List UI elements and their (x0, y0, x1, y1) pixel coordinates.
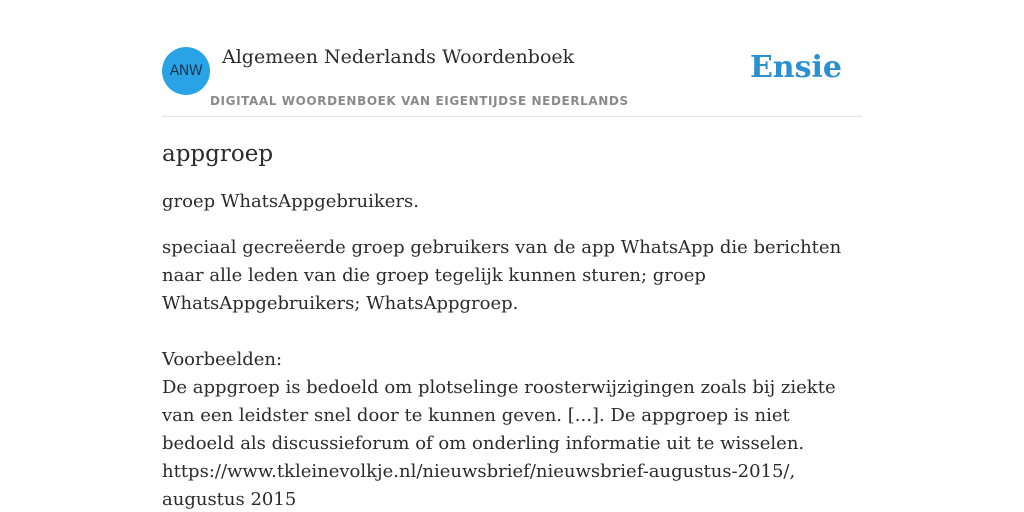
example-source-link[interactable]: https://www.tkleinevolkje.nl/nieuwsbrief/nieuwsbrief-augustus-2015/ (162, 461, 790, 482)
example-source-date: , augustus 2015 (162, 461, 796, 510)
example-source (162, 458, 862, 512)
anw-logo[interactable]: ANW (162, 47, 210, 95)
entry-content (162, 136, 862, 512)
examples-section (162, 346, 862, 512)
header (162, 40, 862, 117)
example-text: De appgroep is bedoeld om plotselinge roosterwijzigingen zoals bij ziekte van een leidster snel door te kunnen geven. [...]. De appgroep is niet bedoeld als discussieforum of om onderling informatie uit te wisselen. (162, 377, 836, 454)
long-definition: speciaal gecreëerde groep gebruikers van de app WhatsApp die berichten naar alle leden van die groep tegelijk kunnen sturen; groep WhatsAppgebruikers; WhatsAppgroep. (162, 237, 842, 314)
entry-word: appgroep (162, 141, 274, 167)
short-definition: groep WhatsAppgebruikers. (162, 191, 419, 212)
source-title[interactable]: Algemeen Nederlands Woordenboek (222, 46, 575, 68)
examples-label: Voorbeelden: (162, 349, 283, 370)
ensie-logo-link[interactable]: Ensie (749, 50, 842, 85)
source-subtitle: DIGITAAL WOORDENBOEK VAN EIGENTIJDSE NEDERLANDS (210, 94, 629, 108)
